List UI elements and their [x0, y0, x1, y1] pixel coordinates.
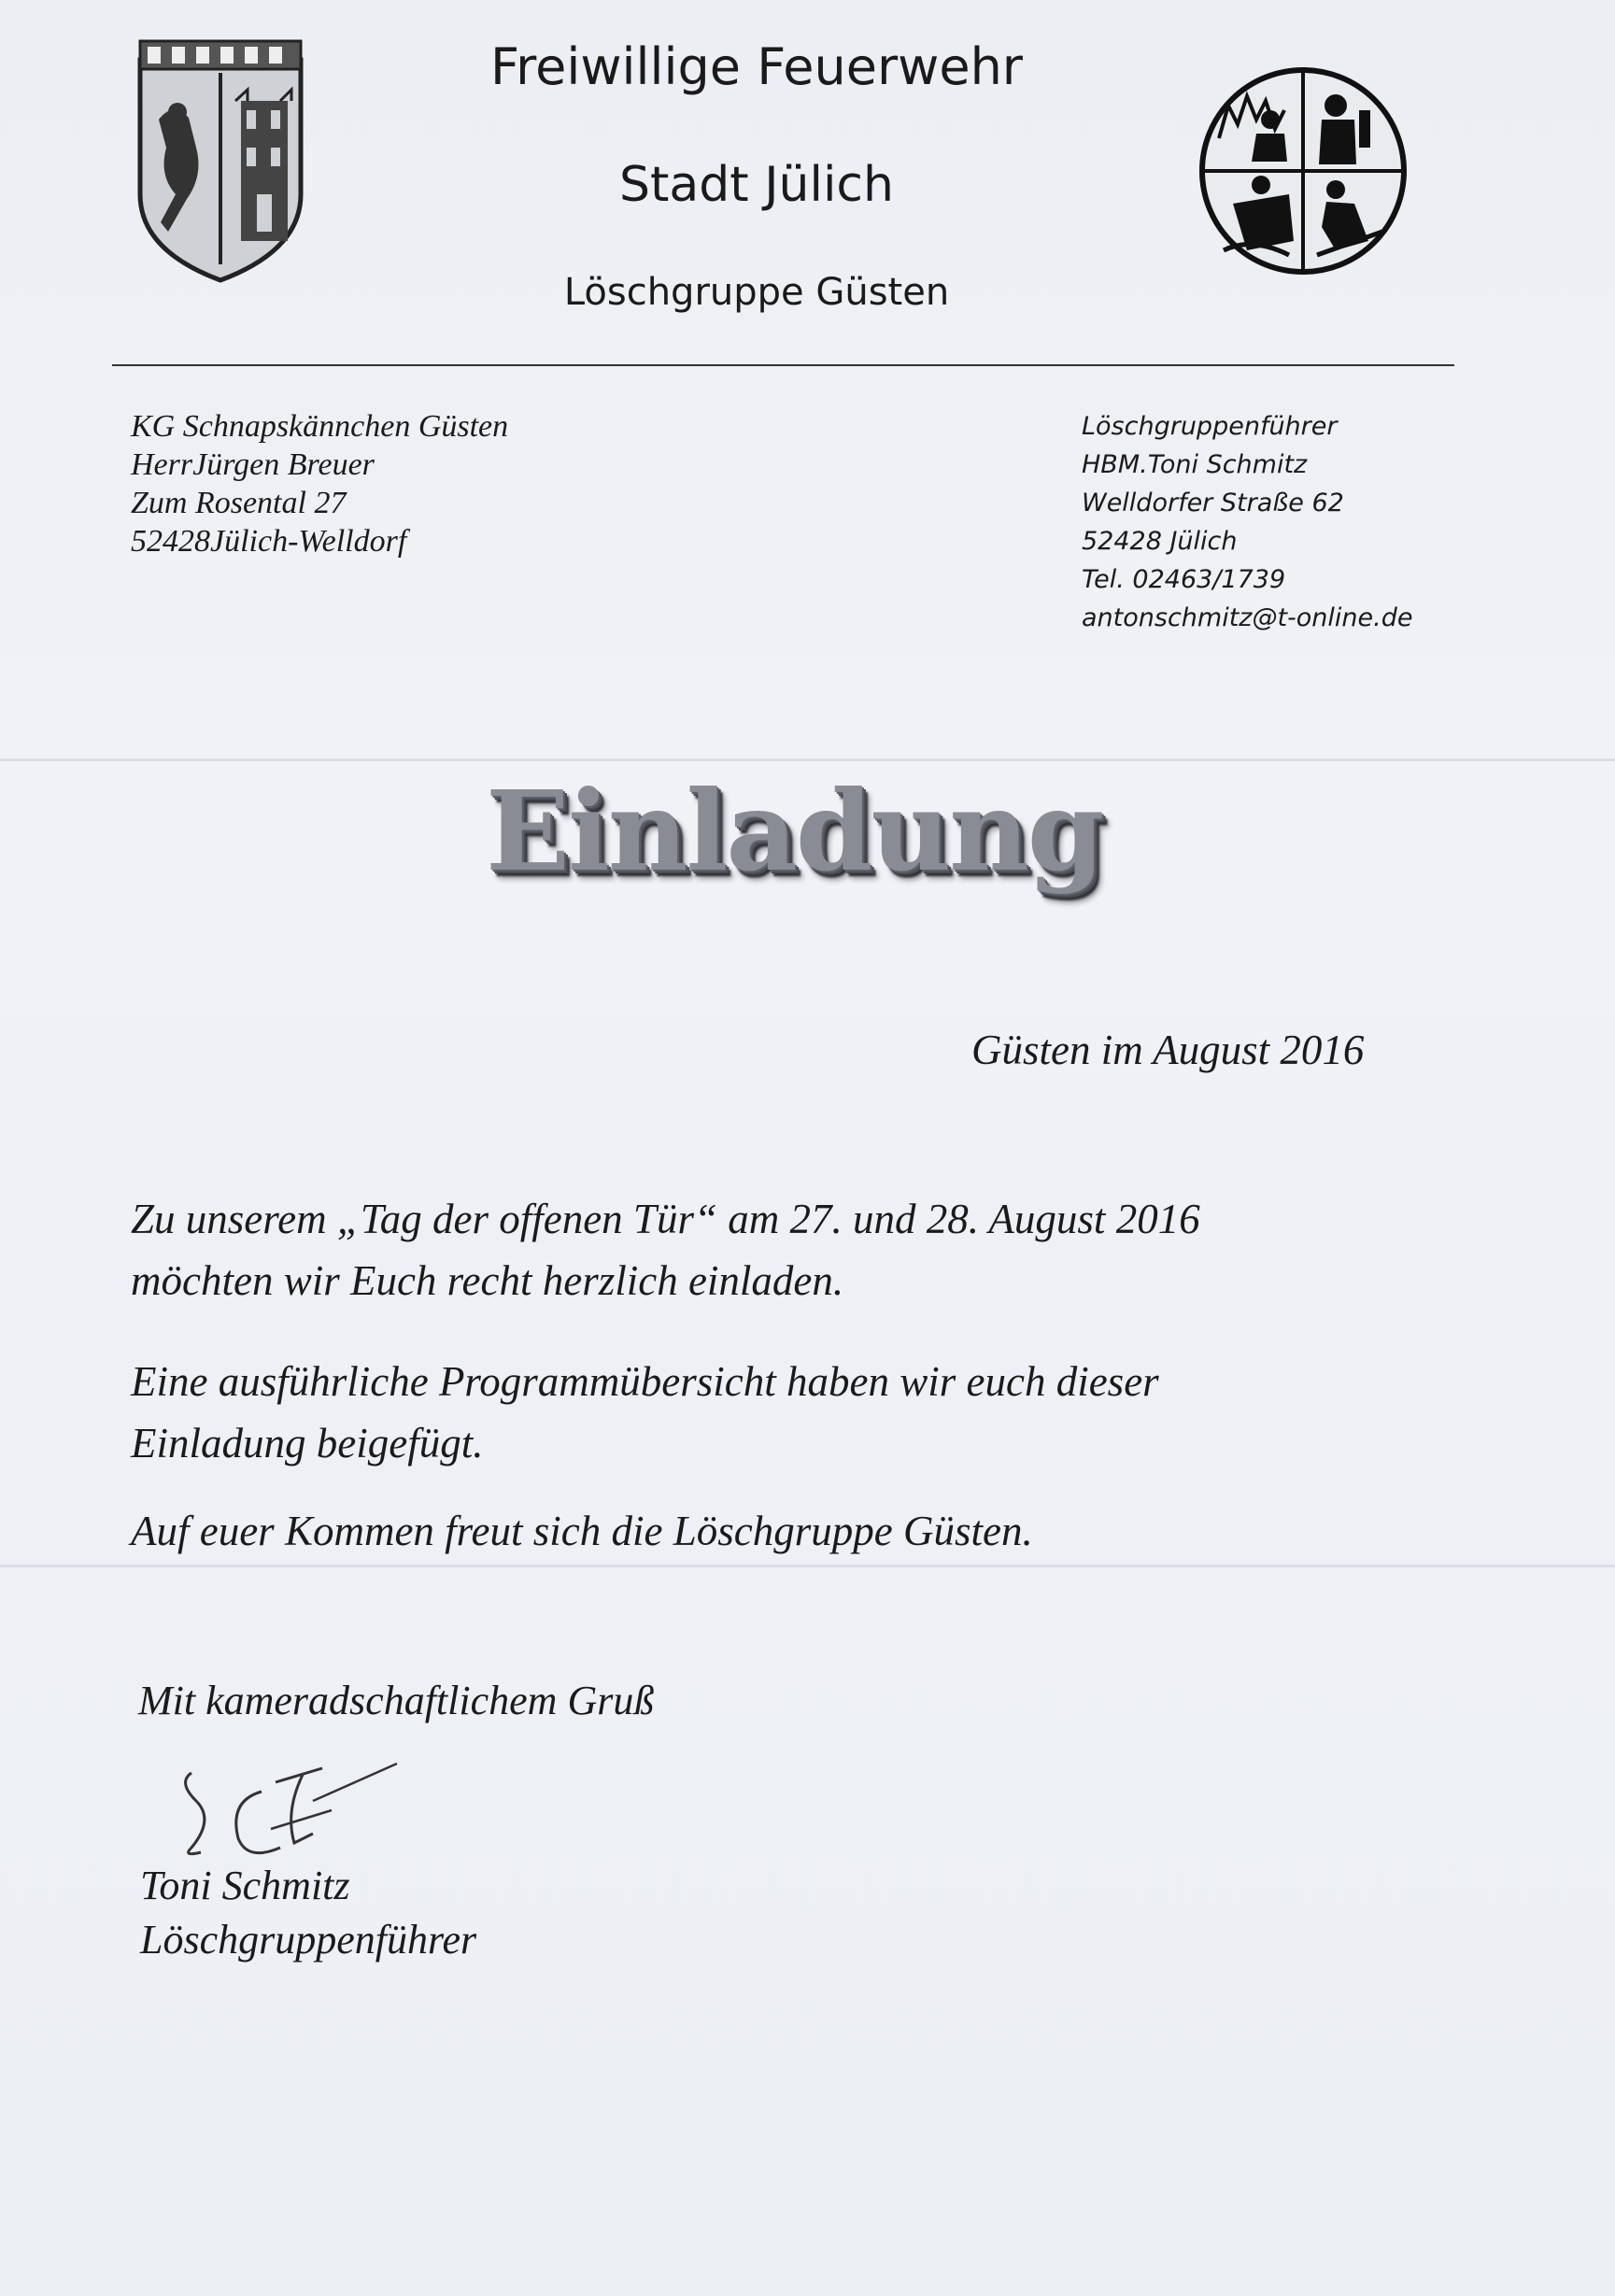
body-paragraph: [131, 1188, 1200, 1311]
body-paragraph: [131, 1351, 1159, 1474]
date-line: Güsten im August 2016: [971, 1027, 1365, 1073]
recipient-line: 52428Jülich-Welldorf: [131, 524, 407, 559]
city-coat-of-arms-icon: [131, 35, 310, 284]
body-line: Zu unserem „Tag der offenen Tür“ am 27. und 28. August 2016: [131, 1196, 1200, 1242]
sender-line: HBM.Toni Schmitz: [1082, 450, 1308, 479]
header-divider: [112, 364, 1454, 366]
body-line: Auf euer Kommen freut sich die Löschgruppe Güsten.: [131, 1508, 1033, 1554]
signer-role: Löschgruppenführer: [140, 1917, 477, 1963]
closing-greeting: Mit kameradschaftlichem Gruß: [138, 1678, 655, 1723]
org-unit: Löschgruppe Güsten: [563, 271, 950, 314]
fold-line: [0, 758, 1615, 761]
body-line: möchten wir Euch recht herzlich einladen.: [131, 1257, 844, 1304]
sender-address: [1082, 407, 1412, 637]
recipient-line: HerrJürgen Breuer: [131, 447, 375, 482]
sender-line: Welldorfer Straße 62: [1082, 489, 1344, 517]
fire-brigade-emblem-icon: [1196, 64, 1410, 278]
body-line: Einladung beigefügt.: [131, 1420, 484, 1467]
org-name: Freiwillige Feuerwehr: [489, 37, 1023, 96]
fold-line: [0, 1565, 1615, 1567]
handwritten-signature-icon: [173, 1745, 416, 1876]
sender-email: antonschmitz@t-online.de: [1082, 603, 1413, 632]
signer-block: [140, 1859, 476, 1967]
document-title: Einladung: [486, 766, 1103, 896]
signer-name: Toni Schmitz: [140, 1863, 350, 1908]
sender-line: 52428 Jülich: [1082, 527, 1238, 556]
body-paragraph: [131, 1500, 1033, 1562]
org-city: Stadt Jülich: [619, 157, 894, 213]
recipient-line: Zum Rosental 27: [131, 486, 347, 520]
recipient-line: KG Schnapskännchen Güsten: [131, 409, 509, 444]
recipient-address: [131, 407, 508, 560]
sender-line: Löschgruppenführer: [1082, 412, 1338, 441]
body-line: Eine ausführliche Programmübersicht haben wir euch dieser: [131, 1358, 1159, 1405]
sender-line: Tel. 02463/1739: [1082, 565, 1286, 594]
